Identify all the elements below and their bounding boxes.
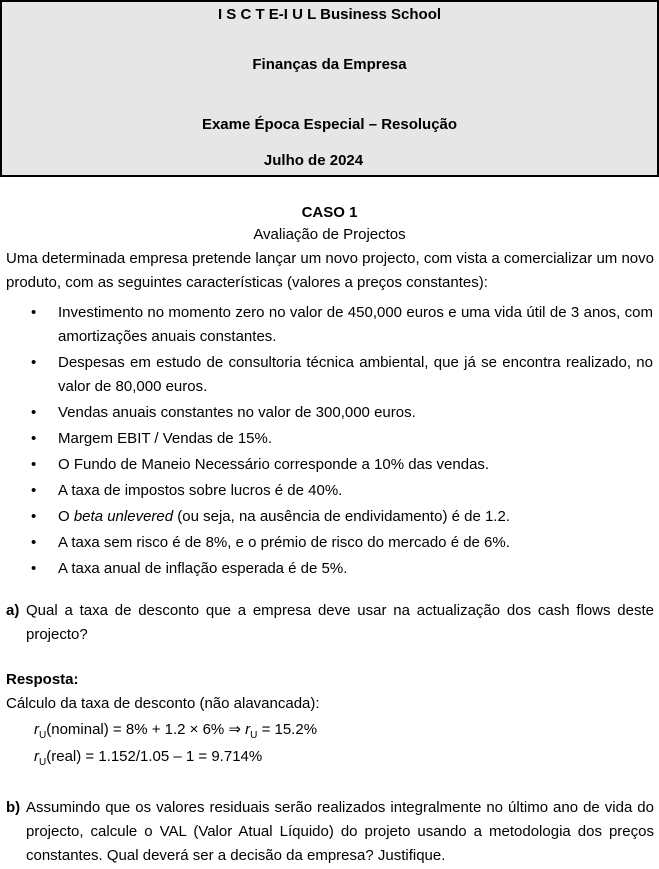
question-b-text: Assumindo que os valores residuais serão realizados integralmente no último ano de vida do projecto, calcule o VAL (Valor Atual Líquido) do projeto usando a metodologia dos preços constantes. Qual deverá ser a decisão da empresa? Justifique. — [26, 799, 654, 864]
list-item: • Investimento no momento zero no valor de 450,000 euros e uma vida útil de 3 anos, com amortizações anuais constantes. — [0, 301, 659, 349]
list-item: • A taxa anual de inflação esperada é de 5%. — [0, 557, 659, 581]
formula-r: r — [34, 721, 39, 738]
answer-line: Cálculo da taxa de desconto (não alavancada): — [6, 695, 320, 712]
case-title: CASO 1 — [301, 204, 358, 221]
case-intro: Uma determinada empresa pretende lançar um novo projecto, com vista a comercializar um novo produto, com as seguintes características (valores a preços constantes): — [6, 250, 654, 291]
formula-nominal — [34, 718, 317, 748]
formula-real-r: r — [34, 748, 39, 765]
case-bullet-list — [0, 301, 659, 581]
question-b — [6, 796, 654, 868]
formula-real-end: (real) = 1.152/1.05 – 1 = 9.714% — [46, 748, 263, 765]
exam-date: Julho de 2024 — [263, 152, 364, 169]
formula-end: = 15.2% — [257, 721, 318, 738]
question-a-label: a) — [6, 602, 20, 619]
list-item: • Vendas anuais constantes no valor de 300,000 euros. — [0, 401, 659, 425]
case-subtitle: Avaliação de Projectos — [253, 226, 406, 243]
formula-r2: r — [245, 721, 251, 738]
formula-real — [34, 745, 262, 775]
formula-sub: U — [39, 730, 47, 741]
list-item: • A taxa sem risco é de 8%, e o prémio de risco do mercado é de 6%. — [0, 531, 659, 555]
formula-mid: (nominal) = 8% + 1.2 × 6% — [46, 721, 229, 738]
list-item: • Margem EBIT / Vendas de 15%. — [0, 427, 659, 451]
question-b-label: b) — [6, 799, 21, 816]
list-item: • Despesas em estudo de consultoria técnica ambiental, que já se encontra realizado, no valor de 80,000 euros. — [0, 351, 659, 399]
implies-arrow: ⇒ — [228, 721, 241, 738]
exam-title: Exame Época Especial – Resolução — [201, 116, 458, 133]
question-a-text: Qual a taxa de desconto que a empresa deve usar na actualização dos cash flows deste projecto? — [26, 602, 654, 643]
answer-heading: Resposta: — [6, 671, 79, 688]
question-a — [6, 599, 654, 647]
beta-pre: O — [58, 508, 74, 525]
list-item-beta — [0, 505, 659, 529]
school-name: I S C T E-I U L Business School — [217, 6, 442, 23]
list-item: • A taxa de impostos sobre lucros é de 40%. — [0, 479, 659, 503]
header-box — [0, 0, 659, 177]
course-name: Finanças da Empresa — [252, 56, 407, 73]
beta-italic: beta unlevered — [73, 508, 174, 525]
formula-sub2: U — [250, 730, 258, 741]
list-item: • O Fundo de Maneio Necessário corresponde a 10% das vendas. — [0, 453, 659, 477]
formula-real-sub: U — [39, 757, 47, 768]
beta-post: (ou seja, na ausência de endividamento) é de 1.2. — [173, 508, 510, 525]
